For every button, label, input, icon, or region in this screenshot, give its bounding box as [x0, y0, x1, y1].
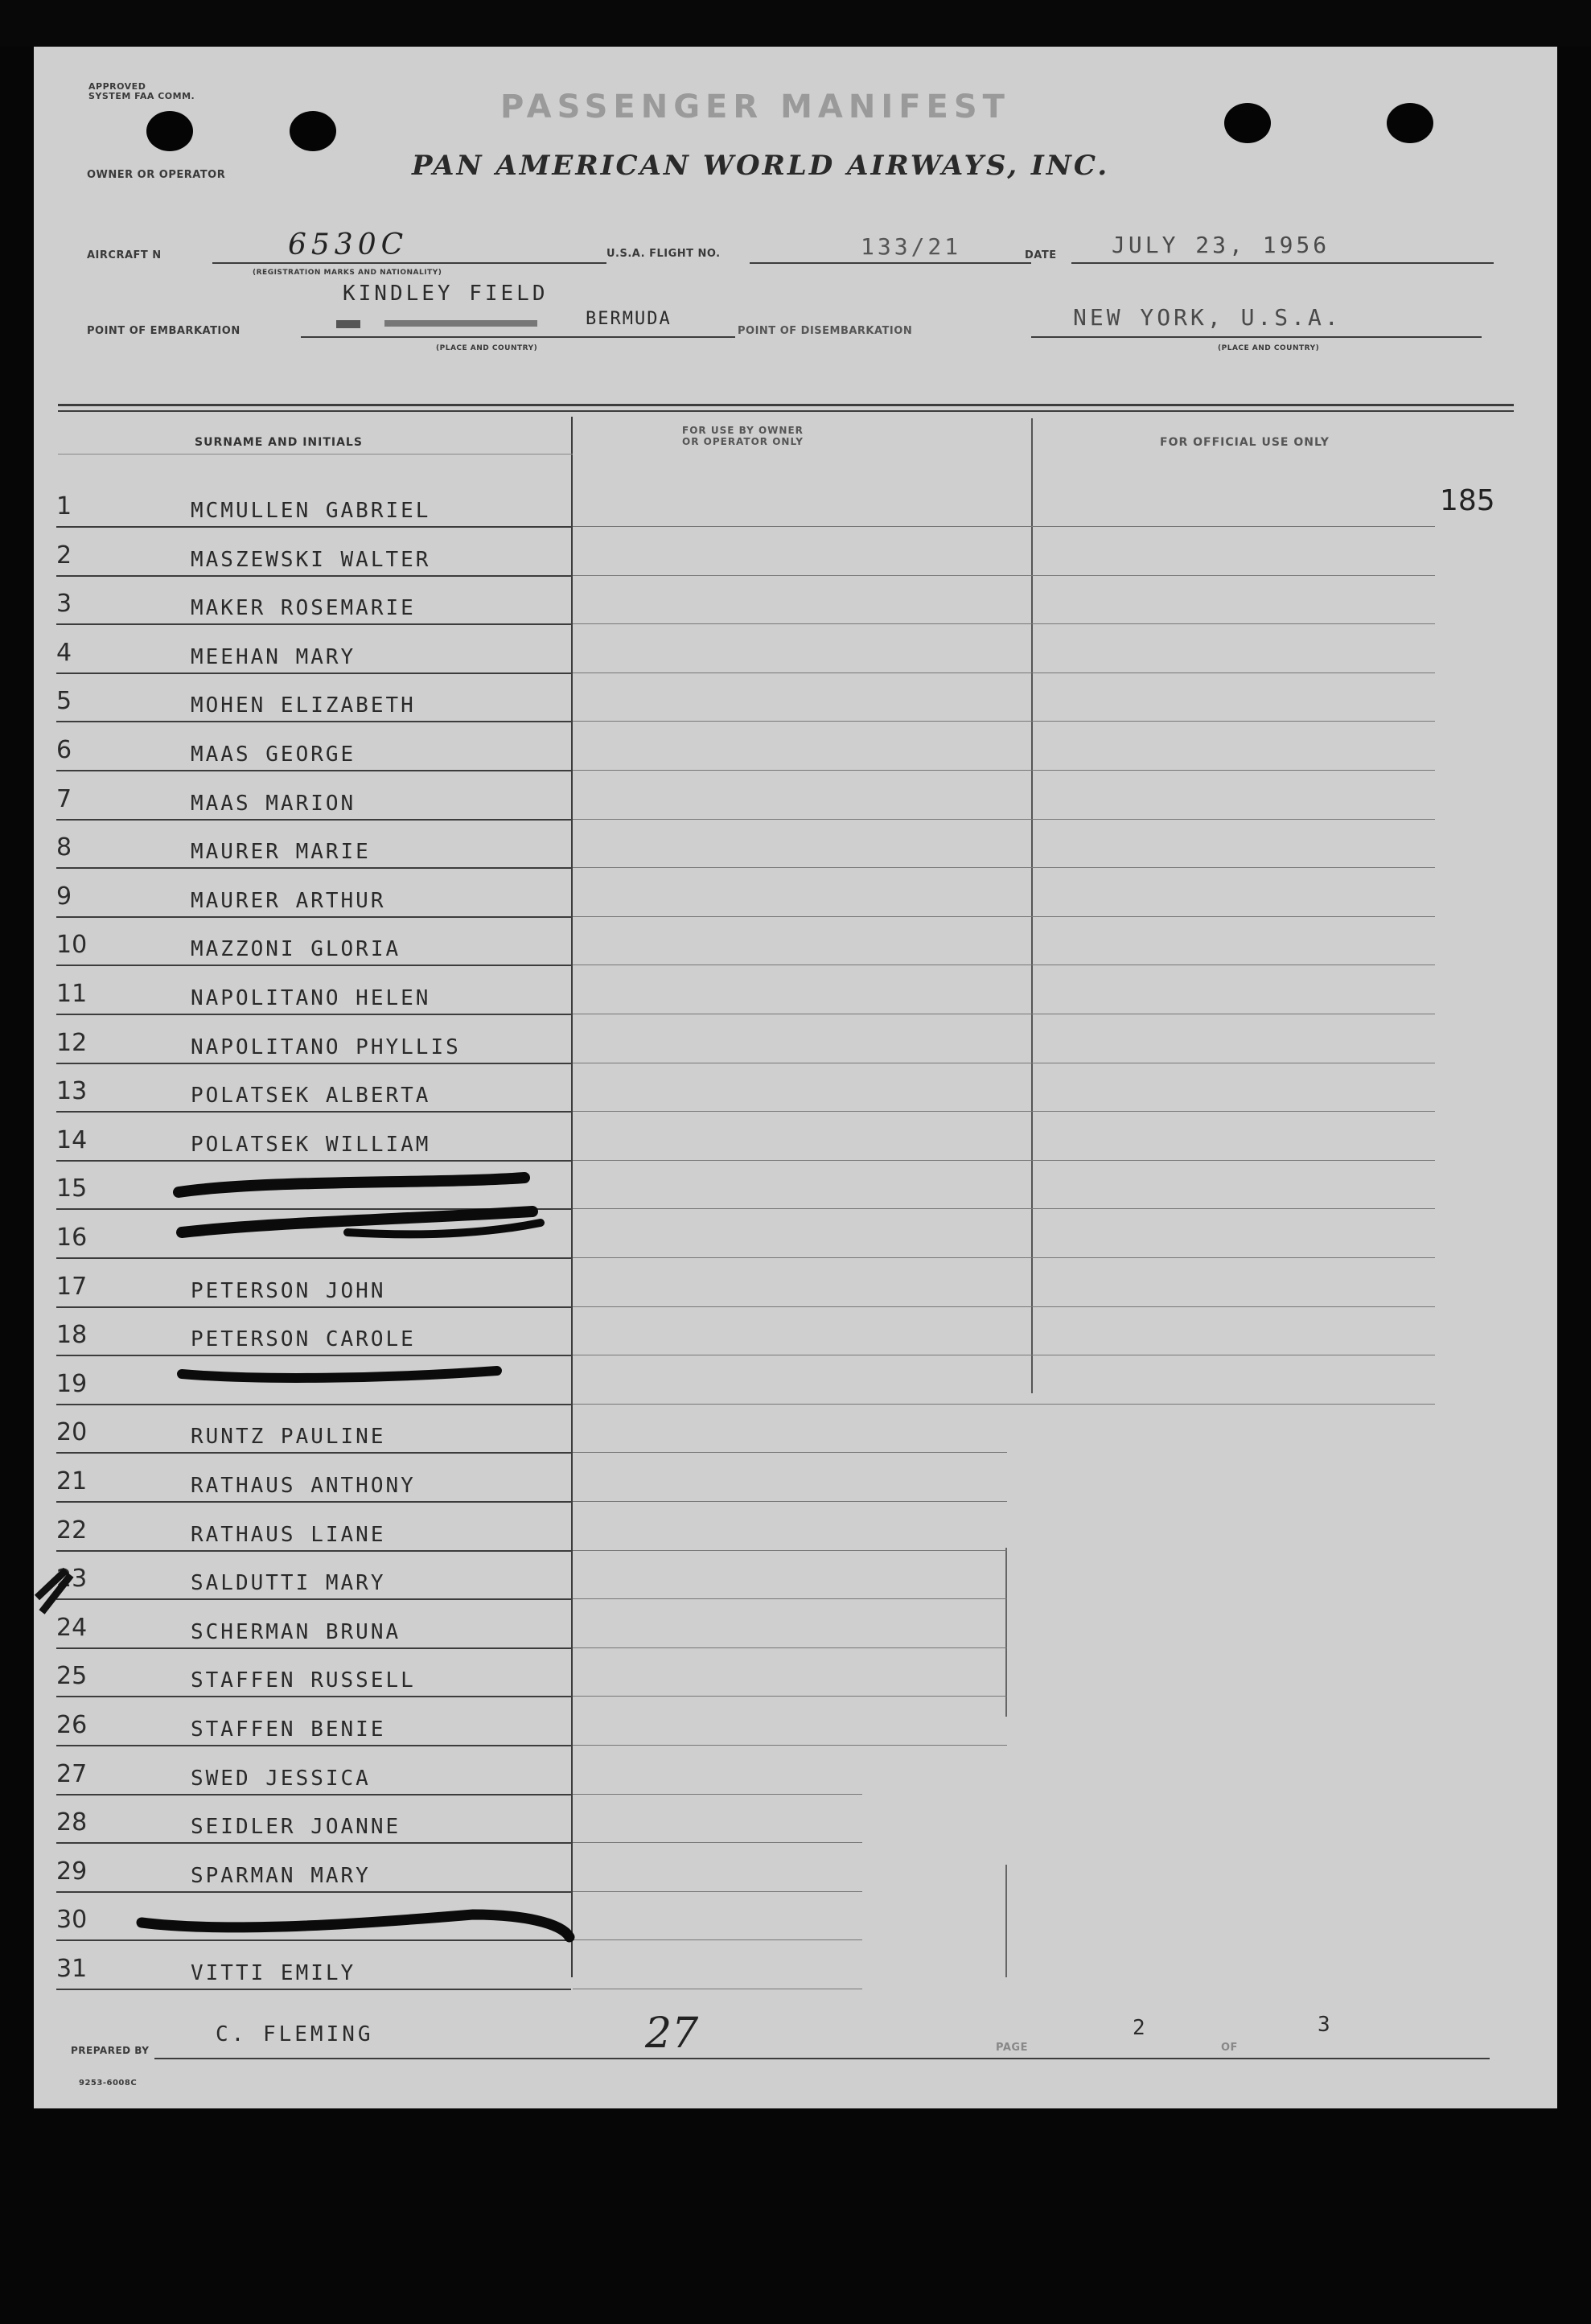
row-number: 1 [56, 492, 72, 520]
prepared-label: PREPARED BY [71, 2045, 150, 2056]
row-number: 31 [56, 1955, 88, 1983]
row-rule [573, 1306, 1435, 1307]
table-top-rule [58, 404, 1514, 406]
row-number: 16 [56, 1224, 88, 1252]
handwritten-total: 27 [645, 2009, 699, 2058]
approval-stamp [88, 82, 195, 101]
punch-hole [290, 111, 336, 151]
passenger-name: MAKER ROSEMARIE [191, 596, 416, 621]
passenger-name: STAFFEN RUSSELL [191, 1668, 416, 1693]
disembarkation-line [1031, 336, 1482, 338]
row-rule [56, 1550, 571, 1552]
row-rule [573, 867, 1435, 868]
date-label: DATE [1025, 249, 1057, 261]
strikeout-mark [171, 1163, 557, 1244]
passenger-name: RATHAUS LIANE [191, 1522, 386, 1547]
row-rule [573, 1111, 1435, 1112]
aircraft-line [212, 262, 606, 264]
row-number: 7 [56, 784, 72, 813]
passenger-name: SEIDLER JOANNE [191, 1815, 401, 1840]
row-rule [56, 1745, 571, 1746]
row-rule [573, 916, 1435, 917]
column-header-line: OR OPERATOR ONLY [682, 436, 804, 447]
row-number: 13 [56, 1077, 88, 1106]
row-number: 8 [56, 833, 72, 862]
passenger-name: STAFFEN BENIE [191, 1717, 386, 1742]
row-rule [56, 770, 571, 771]
column-header-line: FOR USE BY OWNER [682, 425, 804, 436]
row-rule [56, 1452, 571, 1454]
disembarkation-value: NEW YORK, U.S.A. [1073, 304, 1342, 331]
passenger-name: RATHAUS ANTHONY [191, 1474, 416, 1498]
row-rule [573, 1452, 1007, 1453]
row-rule [573, 721, 1435, 722]
manifest-page [34, 47, 1557, 2108]
passenger-name: MAAS MARION [191, 791, 356, 816]
row-rule [573, 1891, 862, 1892]
row-rule [56, 1891, 571, 1893]
row-rule [56, 1647, 571, 1649]
column-divider [1005, 1865, 1007, 1977]
margin-number: 185 [1440, 484, 1495, 517]
of-value: 3 [1318, 2013, 1334, 2037]
column-divider [1005, 1548, 1007, 1717]
row-rule [56, 1111, 571, 1113]
row-rule [573, 1208, 1435, 1209]
struck-text [336, 312, 545, 333]
date-value: JULY 23, 1956 [1112, 232, 1330, 258]
row-number: 20 [56, 1418, 88, 1447]
row-rule [56, 1404, 571, 1405]
passenger-name: MAURER MARIE [191, 840, 371, 865]
row-rule [573, 1745, 1007, 1746]
row-number: 30 [56, 1906, 88, 1935]
passenger-name: RUNTZ PAULINE [191, 1425, 386, 1450]
row-number: 4 [56, 638, 72, 667]
flight-value: 133/21 [861, 233, 962, 260]
passenger-name: MAURER ARTHUR [191, 888, 386, 913]
passenger-name: NAPOLITANO HELEN [191, 986, 431, 1010]
passenger-name: MAAS GEORGE [191, 742, 356, 767]
row-rule [56, 1989, 571, 1990]
passenger-name: POLATSEK ALBERTA [191, 1084, 431, 1109]
row-rule [56, 1014, 571, 1015]
passenger-name: SCHERMAN BRUNA [191, 1619, 401, 1644]
row-number: 15 [56, 1174, 88, 1203]
row-rule [573, 1404, 1435, 1405]
row-number: 26 [56, 1711, 88, 1739]
row-rule [573, 1501, 1007, 1502]
row-number: 24 [56, 1613, 88, 1642]
row-rule [56, 965, 571, 966]
row-rule [573, 1160, 1435, 1161]
disembarkation-sublabel: (PLACE AND COUNTRY) [1218, 344, 1320, 352]
column-header-official: FOR OFFICIAL USE ONLY [1160, 436, 1330, 449]
row-rule [56, 526, 571, 528]
row-rule [56, 1696, 571, 1697]
row-number: 12 [56, 1028, 88, 1057]
row-rule [56, 1063, 571, 1064]
row-rule [573, 1598, 1007, 1599]
column-divider [1031, 418, 1033, 1393]
edge-mark [34, 1565, 82, 1622]
page-label: PAGE [996, 2042, 1028, 2054]
passenger-name: MEEHAN MARY [191, 644, 356, 669]
row-number: 23 [56, 1565, 88, 1594]
flight-line [750, 262, 1031, 264]
row-rule [573, 1257, 1435, 1258]
row-rule [56, 721, 571, 722]
column-header-surname: SURNAME AND INITIALS [195, 436, 363, 449]
aircraft-label: AIRCRAFT N [87, 249, 162, 261]
row-rule [573, 1550, 1007, 1551]
row-number: 29 [56, 1857, 88, 1886]
passenger-name: SWED JESSICA [191, 1766, 371, 1791]
passenger-name: MCMULLEN GABRIEL [191, 499, 431, 523]
row-number: 2 [56, 541, 72, 570]
passenger-name: PETERSON JOHN [191, 1278, 386, 1303]
column-divider [571, 417, 573, 1977]
row-rule [573, 1842, 862, 1843]
column-header-owner [682, 425, 804, 447]
row-rule [56, 623, 571, 625]
row-rule [573, 1794, 862, 1795]
row-number: 22 [56, 1516, 88, 1545]
row-rule [573, 526, 1435, 527]
table-top-rule [58, 410, 1514, 412]
row-rule [56, 1598, 571, 1600]
page-value: 2 [1133, 2016, 1149, 2040]
row-number: 14 [56, 1125, 88, 1154]
row-rule [573, 1647, 1007, 1648]
row-rule [573, 1696, 1007, 1697]
passenger-name: NAPOLITANO PHYLLIS [191, 1034, 461, 1059]
flight-label: U.S.A. FLIGHT NO. [606, 248, 721, 260]
row-rule [56, 1257, 571, 1259]
row-rule [56, 819, 571, 821]
passenger-name: PETERSON CAROLE [191, 1327, 416, 1352]
passenger-name: MASZEWSKI WALTER [191, 547, 431, 572]
passenger-name: SPARMAN MARY [191, 1863, 371, 1888]
embarkation-label: POINT OF EMBARKATION [87, 325, 240, 337]
owner-label: OWNER OR OPERATOR [87, 169, 226, 181]
row-number: 25 [56, 1662, 88, 1691]
prepared-value: C. FLEMING [216, 2022, 374, 2046]
row-rule [573, 819, 1435, 820]
row-number: 3 [56, 590, 72, 619]
row-rule [56, 575, 571, 577]
punch-hole [1387, 103, 1433, 143]
embarkation-line2: BERMUDA [586, 309, 672, 329]
row-rule [56, 1794, 571, 1795]
row-rule [56, 1160, 571, 1162]
passenger-name: MAZZONI GLORIA [191, 937, 401, 962]
row-number: 5 [56, 687, 72, 716]
owner-value: PAN AMERICAN WORLD AIRWAYS, INC. [412, 150, 1110, 182]
row-rule [56, 1501, 571, 1503]
row-number: 28 [56, 1808, 88, 1837]
strikeout-mark [175, 1350, 513, 1398]
header-rule [58, 454, 573, 455]
punch-hole [1224, 103, 1271, 143]
row-number: 17 [56, 1272, 88, 1301]
row-rule [56, 916, 571, 918]
form-code: 9253-6008C [79, 2079, 138, 2087]
approval-line: SYSTEM FAA COMM. [88, 91, 195, 101]
row-number: 21 [56, 1467, 88, 1495]
aircraft-value: 6530C [288, 228, 409, 261]
page-title: PASSENGER MANIFEST [500, 88, 1010, 125]
scan-border-bottom [0, 2108, 1591, 2324]
scan-border-top [0, 0, 1591, 47]
row-rule [573, 623, 1435, 624]
row-number: 11 [56, 980, 88, 1008]
row-rule [56, 1842, 571, 1844]
row-number: 19 [56, 1369, 88, 1398]
row-number: 18 [56, 1321, 88, 1350]
row-rule [56, 1306, 571, 1308]
row-rule [573, 575, 1435, 576]
embarkation-sublabel: (PLACE AND COUNTRY) [436, 344, 538, 352]
strikeout-mark [135, 1898, 586, 1963]
disembarkation-label: POINT OF DISEMBARKATION [738, 325, 913, 337]
row-rule [573, 1939, 862, 1940]
passenger-name: MOHEN ELIZABETH [191, 693, 416, 718]
row-number: 10 [56, 931, 88, 960]
aircraft-sublabel: (REGISTRATION MARKS AND NATIONALITY) [253, 269, 442, 277]
punch-hole [146, 111, 193, 151]
embarkation-line [301, 336, 735, 338]
date-line [1071, 262, 1494, 264]
of-label: OF [1221, 2042, 1238, 2054]
passenger-name: SALDUTTI MARY [191, 1571, 386, 1596]
row-rule [56, 867, 571, 869]
approval-line: APPROVED [88, 81, 146, 92]
row-number: 6 [56, 736, 72, 764]
row-number: 9 [56, 882, 72, 911]
passenger-name: POLATSEK WILLIAM [191, 1132, 431, 1157]
embarkation-line1: KINDLEY FIELD [343, 282, 549, 306]
row-rule [573, 770, 1435, 771]
footer-line [154, 2058, 1490, 2059]
row-rule [56, 673, 571, 674]
passenger-name: VITTI EMILY [191, 1961, 356, 1985]
row-number: 27 [56, 1759, 88, 1788]
